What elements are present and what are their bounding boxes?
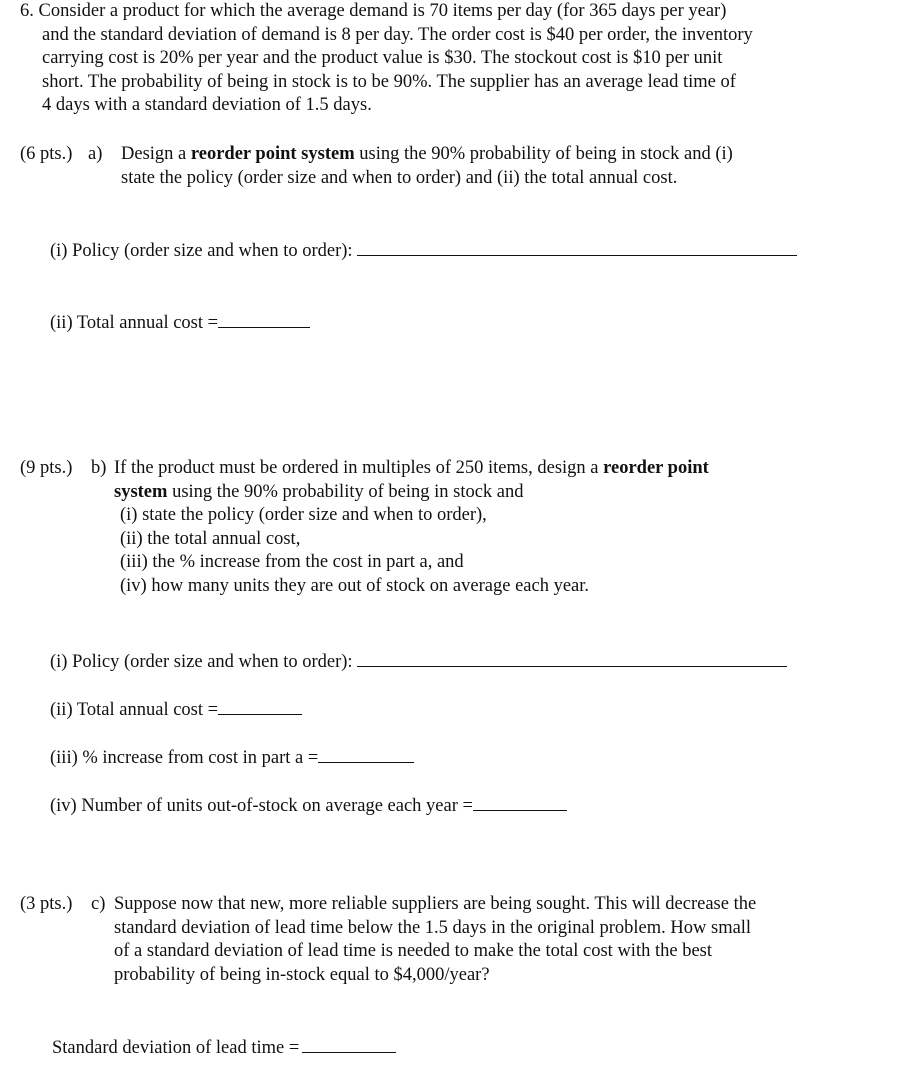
part-a-text-pre: Design a: [121, 144, 191, 164]
part-a-text-2: state the policy (order size and when to order) and (ii) the total annual cost.: [121, 167, 678, 188]
part-b-answer-increase-label: (iii) % increase from cost in part a =: [50, 748, 319, 768]
part-a-question: [121, 143, 841, 190]
part-a-text-post: using the 90% probability of being in stock and (i): [354, 144, 733, 164]
part-c-line-1: Suppose now that new, more reliable suppliers are being sought. This will decrease the: [114, 894, 757, 914]
part-b-item-4: (iv) how many units they are out of stock on average each year.: [120, 575, 590, 596]
part-a-answer-policy: [50, 240, 797, 264]
part-a-policy-blank[interactable]: [357, 241, 797, 256]
part-b-text-bold-2: system: [114, 481, 168, 502]
part-b-question: [114, 457, 834, 598]
part-a-answer-cost-label: (ii) Total annual cost =: [50, 313, 219, 333]
part-c-question: [114, 893, 839, 987]
part-c-answer: [52, 1037, 396, 1061]
part-b-answer-cost: [50, 699, 302, 723]
part-b-text-pre: If the product must be ordered in multiples of 250 items, design a: [114, 458, 604, 478]
problem-text-1: Consider a product for which the average demand is 70 items per day (for 365 days per year): [38, 1, 727, 21]
part-b-policy-blank[interactable]: [357, 652, 787, 667]
part-b-text-bold-1: reorder point: [603, 458, 709, 478]
part-b-letter: b): [91, 458, 107, 478]
part-c-answer-label: Standard deviation of lead time =: [52, 1038, 300, 1058]
part-b-item-1: (i) state the policy (order size and when to order),: [120, 505, 487, 525]
part-a-answer-cost: [50, 312, 310, 336]
part-a-cost-blank[interactable]: [218, 313, 310, 328]
part-b-answer-cost-label: (ii) Total annual cost =: [50, 700, 219, 720]
part-a-text-bold: reorder point system: [190, 144, 355, 164]
problem-statement: [20, 0, 840, 118]
part-b-answer-policy-label: (i) Policy (order size and when to order):: [50, 652, 353, 672]
part-a-letter: a): [88, 144, 103, 164]
part-b-item-3: (iii) the % increase from the cost in part a, and: [120, 552, 464, 572]
part-c-line-4: probability of being in-stock equal to $4,000/year?: [114, 964, 490, 985]
part-b-answer-stockout: [50, 795, 567, 819]
part-c-points: (3 pts.): [20, 894, 73, 914]
part-b-increase-blank[interactable]: [318, 748, 414, 763]
problem-line-5: 4 days with a standard deviation of 1.5 days.: [42, 95, 372, 115]
part-c-letter: c): [91, 894, 106, 914]
part-a-points: (6 pts.): [20, 144, 73, 164]
problem-line-2: and the standard deviation of demand is 8 per day. The order cost is $40 per order, the inventory: [42, 24, 753, 45]
part-a-answer-policy-label: (i) Policy (order size and when to order):: [50, 241, 353, 261]
problem-line-4: short. The probability of being in stock is to be 90%. The supplier has an average lead time of: [42, 71, 736, 92]
problem-line-3: carrying cost is 20% per year and the product value is $30. The stockout cost is $10 per unit: [42, 48, 723, 68]
problem-number: 6.: [20, 1, 34, 21]
part-b-stockout-blank[interactable]: [473, 796, 567, 811]
part-b-answer-policy: [50, 651, 787, 675]
part-b-answer-stockout-label: (iv) Number of units out-of-stock on average each year =: [50, 796, 473, 816]
part-c-line-3: of a standard deviation of lead time is needed to make the total cost with the best: [114, 941, 712, 961]
part-b-cost-blank[interactable]: [218, 700, 302, 715]
part-c-line-2: standard deviation of lead time below the 1.5 days in the original problem. How small: [114, 917, 752, 938]
part-b-points: (9 pts.): [20, 458, 73, 478]
part-b-text-post: using the 90% probability of being in stock and: [167, 481, 524, 502]
problem-line-1: [20, 0, 840, 24]
part-c-answer-blank[interactable]: [302, 1038, 396, 1053]
part-b-answer-increase: [50, 747, 414, 771]
part-b-item-2: (ii) the total annual cost,: [120, 528, 301, 549]
